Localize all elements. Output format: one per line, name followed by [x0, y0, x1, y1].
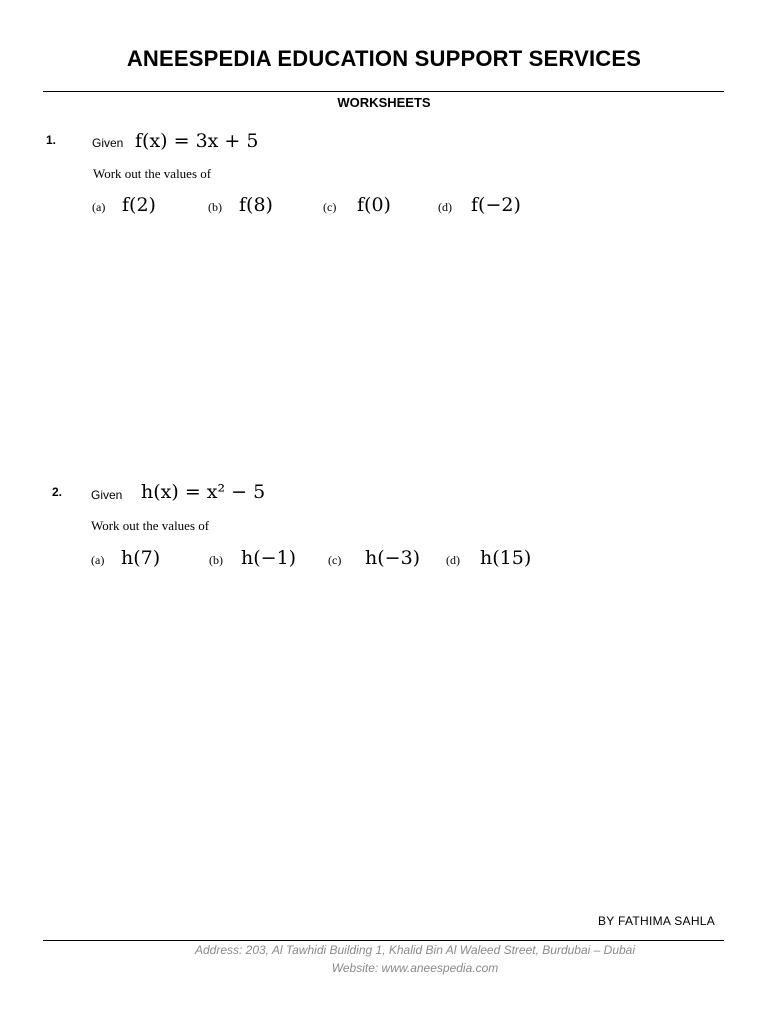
part-expression: f(2) [122, 194, 156, 216]
part-label: (d) [446, 553, 460, 567]
function-definition: f(x) = 3x + 5 [135, 130, 259, 152]
part-expression: f(0) [357, 194, 391, 216]
part-expression: h(15) [480, 547, 532, 569]
part-label: (c) [328, 553, 342, 567]
footer-address: Address: 203, Al Tawhidi Building 1, Khalid Bin Al Waleed Street, Burdubai – Dubai [194, 943, 636, 957]
footer-website: Website: www.aneespedia.com [331, 961, 499, 975]
function-definition: h(x) = x² − 5 [141, 481, 266, 503]
part-label: (a) [92, 200, 106, 214]
author-credit: BY FATHIMA SAHLA [598, 914, 716, 928]
part-label: (a) [91, 553, 105, 567]
header-rule [43, 91, 724, 92]
part-expression: f(8) [239, 194, 273, 216]
page-subtitle: WORKSHEETS [337, 95, 431, 110]
page-header-title: ANEESPEDIA EDUCATION SUPPORT SERVICES [126, 46, 642, 71]
part-expression: h(−3) [365, 547, 421, 569]
part-expression: f(−2) [471, 194, 521, 216]
part-label: (b) [208, 200, 222, 214]
instruction-text: Work out the values of [91, 518, 210, 533]
question-number: 2. [52, 485, 63, 499]
question-number: 1. [46, 133, 57, 147]
part-label: (c) [323, 200, 337, 214]
part-expression: h(7) [121, 547, 161, 569]
given-label: Given [92, 136, 124, 150]
instruction-text: Work out the values of [93, 166, 212, 181]
footer-rule [43, 940, 724, 941]
part-label: (d) [438, 200, 452, 214]
part-label: (b) [209, 553, 223, 567]
part-expression: h(−1) [241, 547, 297, 569]
given-label: Given [91, 488, 123, 502]
